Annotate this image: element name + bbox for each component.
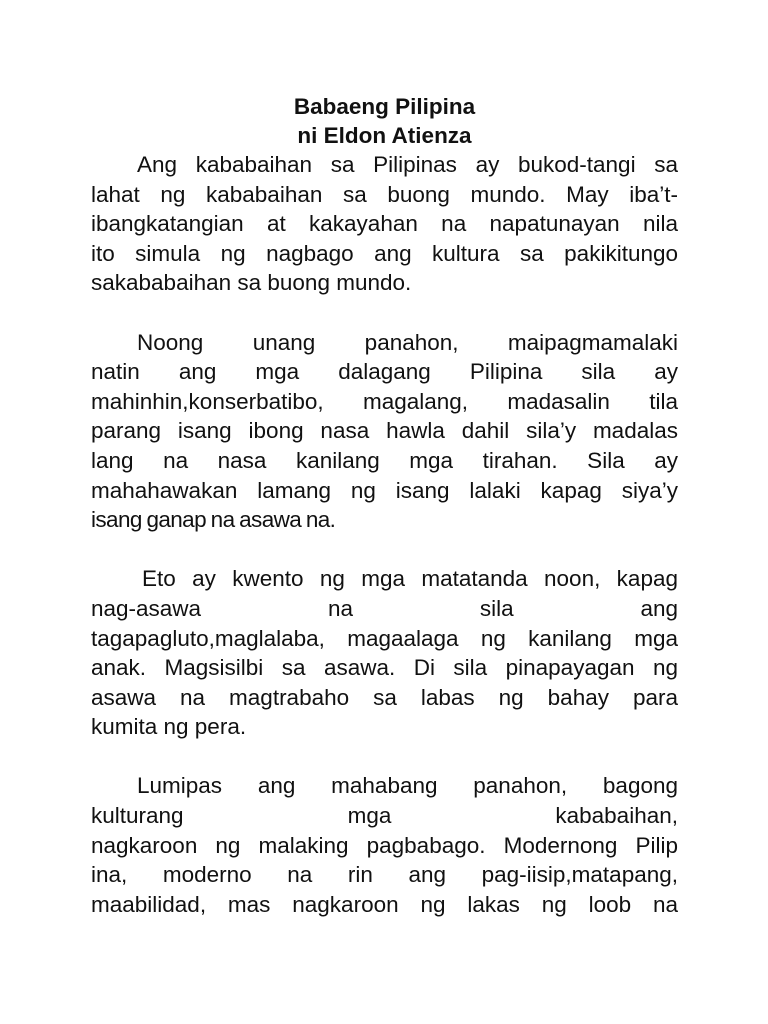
paragraph-line: Lumipas ang mahabang panahon, bagong <box>137 773 678 799</box>
paragraph-1 <box>91 150 678 298</box>
paragraph-line: kumita ng pera. <box>91 714 247 740</box>
paragraph-line: asawa na magtrabaho sa labas ng bahay para <box>91 684 678 710</box>
paragraph-line: ina, moderno na rin ang pag-iisip,matapang, <box>91 862 678 888</box>
document-title: Babaeng Pilipina <box>293 94 476 119</box>
paragraph-line: Ang kababaihan sa Pilipinas ay bukod-tangi sa <box>137 152 678 177</box>
paragraph-line: natin ang mga dalagang Pilipina sila ay <box>91 359 678 385</box>
paragraph-line: lahat ng kababaihan sa buong mundo. May iba’t- <box>91 181 678 207</box>
paragraph-4 <box>91 771 678 919</box>
paragraph-line: ito simula ng nagbago ang kultura sa pakikitungo <box>91 240 678 266</box>
paragraph-line: parang isang ibong nasa hawla dahil sila’y madalas <box>91 418 678 444</box>
paragraph-spacer <box>91 535 678 565</box>
paragraph-line: nagkaroon ng malaking pagbabago. Modernong Pilip <box>91 832 678 858</box>
author-line: ni Eldon Atienza <box>297 123 472 148</box>
paragraph-line: Noong unang panahon, maipagmamalaki <box>137 329 678 355</box>
paragraph-spacer <box>91 298 678 328</box>
paragraph-2 <box>91 328 678 535</box>
paragraph-line: anak. Magsisilbi sa asawa. Di sila pinapayagan ng <box>91 655 678 681</box>
paragraph-line: maabilidad, mas nagkaroon ng lakas ng loob na <box>91 891 678 917</box>
document-page <box>91 92 678 919</box>
paragraph-line: nag-asawa na sila ang <box>91 595 678 621</box>
paragraph-3 <box>91 564 678 742</box>
paragraph-line: tagapagluto,maglalaba, magaalaga ng kanilang mga <box>91 625 678 651</box>
paragraph-line: sakababaihan sa buong mundo. <box>91 270 412 296</box>
paragraph-line: kulturang mga kababaihan, <box>91 803 678 829</box>
paragraph-line: isang ganap na asawa na. <box>91 507 336 533</box>
paragraph-line: mahahawakan lamang ng isang lalaki kapag siya’y <box>91 477 678 503</box>
paragraph-spacer <box>91 742 678 772</box>
paragraph-line: Eto ay kwento ng mga matatanda noon, kapag <box>142 566 678 592</box>
paragraph-line: mahinhin,konserbatibo, magalang, madasalin tila <box>91 388 678 414</box>
paragraph-line: lang na nasa kanilang mga tirahan. Sila ay <box>91 447 678 473</box>
paragraph-line: ibangkatangian at kakayahan na napatunayan nila <box>91 211 678 237</box>
